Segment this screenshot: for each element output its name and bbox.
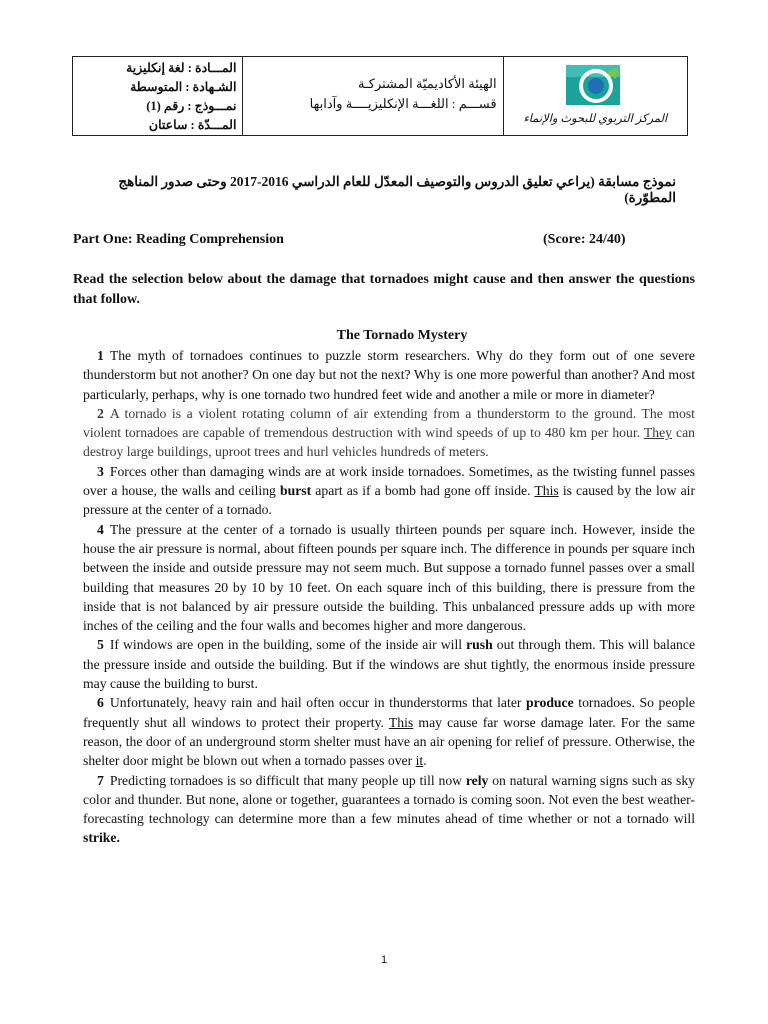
paragraph-text: . <box>423 753 427 769</box>
bold-word: rush <box>466 637 493 653</box>
bold-word: produce <box>526 695 574 711</box>
paragraph-3 <box>83 462 695 520</box>
model-line: نمـــوذج : رقم (1) <box>146 99 237 113</box>
exam-subtitle: نموذج مسابقة (يراعي تعليق الدروس والتوصيف المعدّل للعام الدراسي 2016-2017 وحتى صدور المناهج المطوّرة) <box>118 174 676 205</box>
underlined-reference: This <box>388 714 414 730</box>
underlined-reference: This <box>534 483 559 499</box>
paragraph-text: may cause far worse damage later. For the same reason, the door of an underground storm shelter must have an air opening for relief of pressure. Otherwise, the shelter door might be blown out when a tornado passes over <box>83 714 695 769</box>
story-title: The Tornado Mystery <box>336 328 468 343</box>
bold-word: strike. <box>83 830 120 846</box>
paragraph-6 <box>83 693 695 770</box>
bold-word: rely <box>465 772 489 788</box>
paragraph-text: is caused by the low air pressure at the center of a tornado. <box>83 483 696 518</box>
subject-line: المـــادة : لغة إنكليزية <box>126 61 237 75</box>
paragraph-4 <box>83 520 695 636</box>
department-line: قســـم : اللغـــة الإنكليزيــــة وآدابها <box>309 96 497 111</box>
academic-body: الهيئة الأكاديميّة المشتركـة <box>357 76 497 91</box>
paragraph-text: Predicting tornadoes is so difficult that many people up till now <box>109 772 463 788</box>
paragraph-number: 5 <box>97 637 104 653</box>
paragraph-text: The pressure at the center of a tornado is usually thirteen pounds per square inch. However, inside the house the air pressure is normal, about fifteen pounds per square inch. The difference in pounds per square inch between the inside and outside pressure may not seem much. But suppose a tornado funnel passes over a small building that measures 20 by 10 by 10 feet. On each square inch of this building, there is pressure from the inside that is not balanced by air pressure outside the building. This unbalanced pressure adds up with more inches of the ceiling and the four walls and becomes higher and more dangerous. <box>83 521 695 634</box>
paragraph-text: can destroy large buildings, uproot trees and hurl vehicles hundreds of meters. <box>83 425 695 460</box>
paragraph-text: If windows are open in the building, some of the inside air will <box>109 637 463 653</box>
paragraph-text: Forces other than damaging winds are at work inside tornadoes. Sometimes, as the twisting funnel passes over a house, the walls and ceiling <box>83 463 695 499</box>
paragraph-5 <box>83 635 695 693</box>
paragraph-text: Unfortunately, heavy rain and hail often occur in thunderstorms that later <box>109 695 522 711</box>
instructions: Read the selection below about the damage that tornadoes might cause and then answer the questions that follow. <box>73 272 695 307</box>
paragraph-number: 2 <box>97 405 104 421</box>
paragraph-text: A tornado is a violent rotating column of air extending from a thunderstorm to the ground. The most violent tornadoes are capable of tremendous destruction with wind speeds of up to 480 km per hour. <box>83 405 695 441</box>
paragraph-number: 4 <box>97 521 104 537</box>
paragraph-number: 1 <box>97 348 104 363</box>
page-number: 1 <box>380 954 388 966</box>
certificate-line: الشـهادة : المتوسطة <box>130 80 237 94</box>
paragraph-text: The myth of tornadoes continues to puzzle storm researchers. Why do they form out of one severe thunderstorm but not another? On one day but not the next? Why is one more powerful than another? And most particularly, perhaps, why is one tornado two hundred feet wide and another a mile or more in diameter? <box>83 348 695 402</box>
paragraph-7 <box>83 771 695 848</box>
paragraph-text: out through them. This will balance the pressure inside and outside the building. But if the windows are shut tightly, the enormous inside pressure may cause the building to burst. <box>83 637 696 692</box>
paragraph-number: 3 <box>97 463 104 479</box>
paragraph-text: apart as if a bomb had gone off inside. <box>315 483 531 499</box>
logo-caption: المركز التربوي للبحوث والإنماء <box>523 113 668 125</box>
paragraph-number: 6 <box>97 695 104 711</box>
underlined-reference: it <box>415 753 424 769</box>
paragraph-number: 7 <box>97 772 104 788</box>
header-exam-info <box>73 57 243 135</box>
header-logo-cell <box>504 57 687 135</box>
header-department <box>243 57 503 135</box>
paragraph-text: on natural warning signs such as sky color and thunder. But none, alone or together, guarantees a tornado is coming soon. Not even the best weather-forecasting technology can determine more than a few minutes ahead of time whether or not a tornado will <box>83 772 696 827</box>
underlined-reference: They <box>643 425 672 441</box>
part-title: Part One: Reading Comprehension <box>73 232 284 247</box>
part-score: (Score: 24/40) <box>543 232 626 247</box>
paragraph-text: tornadoes. So people frequently shut all windows to protect their property. <box>83 695 696 730</box>
header-table <box>72 56 688 136</box>
paragraph-2 <box>83 404 695 462</box>
crdp-logo-icon <box>566 63 620 107</box>
bold-word: burst <box>280 483 312 499</box>
duration-line: المـــدّة : ساعتان <box>148 118 237 132</box>
paragraph-1 <box>83 346 695 404</box>
reading-passage <box>83 346 695 848</box>
